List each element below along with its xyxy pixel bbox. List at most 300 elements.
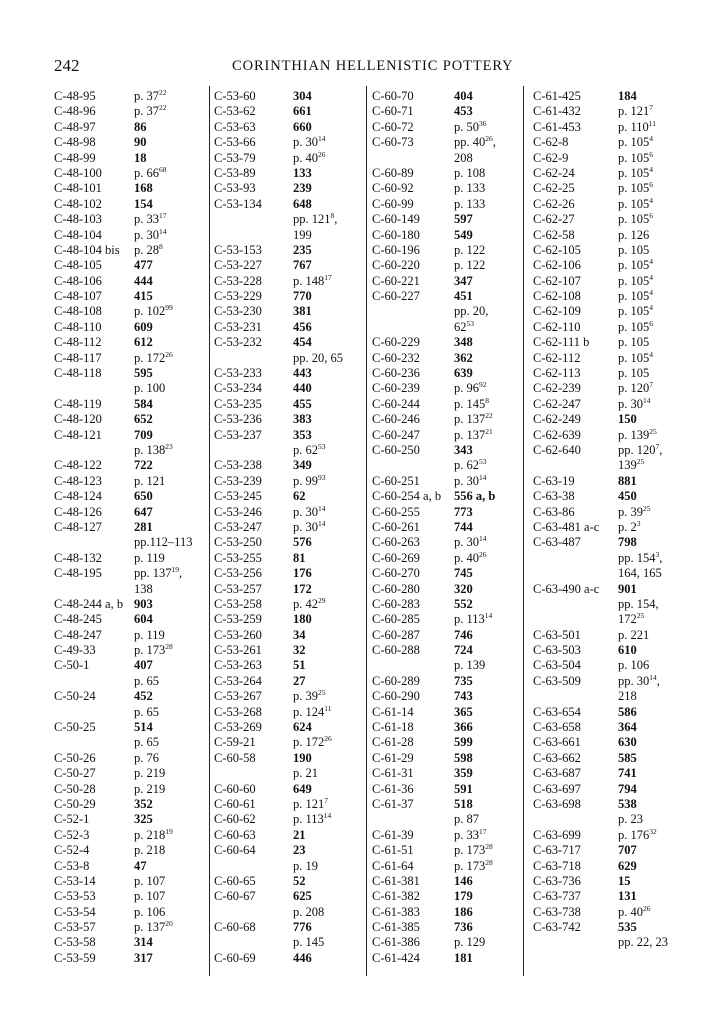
catalog-number: C-50-25 — [54, 720, 96, 735]
index-entry — [372, 628, 528, 643]
catalog-entry-reference: 47 — [134, 858, 147, 873]
catalog-number: C-53-269 — [214, 720, 262, 735]
index-entry — [54, 474, 210, 489]
catalog-number: C-48-100 — [54, 165, 102, 180]
page-reference: p. 65 — [134, 735, 159, 750]
catalog-number: C-53-57 — [54, 920, 96, 935]
index-entry — [533, 135, 689, 150]
catalog-number: C-60-180 — [372, 227, 420, 242]
index-entry — [54, 320, 210, 335]
catalog-number: C-50-1 — [54, 658, 90, 673]
index-entry — [54, 582, 210, 597]
page-reference: p. $105^4$ — [618, 272, 653, 288]
index-entry — [214, 628, 370, 643]
page-reference: p. 133 — [454, 181, 486, 196]
catalog-entry-reference: 518 — [454, 796, 473, 811]
index-entry — [214, 874, 370, 889]
catalog-number: C-61-14 — [372, 704, 414, 719]
page-reference: p. 133 — [454, 196, 486, 211]
page-reference: p. $102^{99}$ — [134, 303, 173, 319]
index-entry — [533, 766, 689, 781]
index-entry — [214, 520, 370, 535]
catalog-number: C-62-9 — [533, 150, 569, 165]
catalog-entry-reference: 90 — [134, 135, 147, 150]
index-entry — [54, 197, 210, 212]
footnote-number: 23 — [165, 441, 173, 451]
catalog-number: C-60-280 — [372, 581, 420, 596]
catalog-number: C-50-27 — [54, 766, 96, 781]
index-entry — [372, 535, 528, 550]
footnote-number: 4 — [649, 164, 653, 174]
index-entry — [54, 274, 210, 289]
catalog-entry-reference: 349 — [293, 458, 312, 473]
index-entry — [54, 735, 210, 750]
catalog-number: C-50-28 — [54, 781, 96, 796]
index-entry — [533, 566, 689, 581]
catalog-number: C-63-503 — [533, 643, 581, 658]
catalog-entry-reference: 366 — [454, 720, 473, 735]
catalog-number: C-53-54 — [54, 904, 96, 919]
page-reference: 164, 165 — [618, 566, 662, 581]
catalog-entry-reference: 450 — [618, 489, 637, 504]
footnote-number: 14 — [318, 134, 326, 144]
index-entry — [54, 366, 210, 381]
catalog-entry-reference: 181 — [454, 950, 473, 965]
footnote-number: 26 — [165, 349, 173, 359]
catalog-number: C-60-251 — [372, 473, 420, 488]
index-entry — [533, 859, 689, 874]
catalog-number: C-48-244 a, b — [54, 596, 124, 611]
catalog-number: C-52-1 — [54, 812, 90, 827]
page-reference: p. 105 — [618, 366, 650, 381]
index-entry — [214, 920, 370, 935]
catalog-number: C-62-106 — [533, 258, 581, 273]
footnote-number: 20 — [165, 919, 173, 929]
catalog-number: C-63-490 a-c — [533, 581, 600, 596]
catalog-number: C-53-245 — [214, 489, 262, 504]
page-reference: pp. $121^8$, — [293, 211, 338, 227]
footnote-number: 8 — [330, 211, 335, 221]
index-entry — [533, 120, 689, 135]
index-entry — [54, 428, 210, 443]
page-reference: p. $139^{25}$ — [618, 426, 657, 442]
page-reference: p. 119 — [134, 550, 165, 565]
catalog-entry-reference: 585 — [618, 750, 637, 765]
index-entry — [372, 135, 528, 150]
index-entry — [214, 243, 370, 258]
index-entry — [54, 243, 210, 258]
catalog-number: C-61-381 — [372, 873, 420, 888]
catalog-entry-reference: 314 — [134, 935, 153, 950]
catalog-number: C-53-264 — [214, 673, 262, 688]
catalog-number: C-48-110 — [54, 319, 102, 334]
index-entry — [54, 812, 210, 827]
catalog-number: C-53-14 — [54, 873, 96, 888]
catalog-entry-reference: 741 — [618, 766, 637, 781]
catalog-number: C-61-383 — [372, 904, 420, 919]
index-entry — [214, 612, 370, 627]
footnote-number: 53 — [466, 318, 474, 328]
index-entry — [214, 951, 370, 966]
catalog-entry-reference: 154 — [134, 196, 153, 211]
page-reference: p. 87 — [454, 812, 479, 827]
catalog-number: C-48-102 — [54, 196, 102, 211]
catalog-number: C-61-425 — [533, 89, 581, 103]
footnote-number: 99 — [165, 303, 173, 313]
index-entry — [372, 720, 528, 735]
footnote-number: 28 — [165, 642, 173, 652]
page-reference: p. 139 — [454, 658, 486, 673]
catalog-number: C-60-250 — [372, 442, 420, 457]
index-entry — [214, 443, 370, 458]
catalog-number: C-53-62 — [214, 104, 256, 119]
catalog-entry-reference: 348 — [454, 335, 473, 350]
page-reference: p. $105^6$ — [618, 149, 653, 165]
footnote-number: 26 — [643, 903, 651, 913]
page-reference: 138 — [134, 581, 153, 596]
footnote-number: 17 — [324, 272, 332, 282]
index-entry — [214, 428, 370, 443]
catalog-number: C-62-107 — [533, 273, 581, 288]
catalog-number: C-48-103 — [54, 212, 102, 227]
catalog-entry-reference: 27 — [293, 673, 306, 688]
catalog-number: C-61-382 — [372, 889, 420, 904]
index-entry — [214, 905, 370, 920]
catalog-number: C-63-662 — [533, 750, 581, 765]
catalog-entry-reference: 172 — [293, 581, 312, 596]
footnote-number: 6 — [649, 180, 653, 190]
page-number: 242 — [54, 56, 80, 75]
page-reference: p. $30^{14}$ — [293, 503, 326, 519]
index-entry — [372, 274, 528, 289]
index-entry — [214, 735, 370, 750]
catalog-number: C-60-73 — [372, 135, 414, 150]
index-entry — [533, 320, 689, 335]
page-reference: p. 219 — [134, 766, 166, 781]
catalog-number: C-53-79 — [214, 150, 256, 165]
catalog-number: C-63-661 — [533, 735, 581, 750]
index-entry — [54, 505, 210, 520]
index-entry — [54, 289, 210, 304]
catalog-number: C-61-424 — [372, 950, 420, 965]
index-entry — [54, 951, 210, 966]
footnote-number: 17 — [479, 826, 487, 836]
catalog-entry-reference: 239 — [293, 181, 312, 196]
footnote-number: 25 — [643, 503, 651, 513]
index-entry — [214, 859, 370, 874]
page-reference: p. $30^{14}$ — [134, 226, 167, 242]
catalog-number: C-49-33 — [54, 643, 96, 658]
index-entry — [214, 151, 370, 166]
catalog-entry-reference: 707 — [618, 843, 637, 858]
catalog-entry-reference: 660 — [293, 119, 312, 134]
catalog-number: C-53-53 — [54, 889, 96, 904]
page-reference: p. 119 — [134, 627, 165, 642]
catalog-number: C-63-697 — [533, 781, 581, 796]
catalog-number: C-60-289 — [372, 673, 420, 688]
catalog-number: C-61-51 — [372, 843, 414, 858]
catalog-number: C-63-19 — [533, 473, 575, 488]
catalog-entry-reference: 62 — [293, 489, 306, 504]
catalog-entry-reference: 538 — [618, 796, 637, 811]
page-reference: p. $30^{14}$ — [618, 395, 651, 411]
catalog-number: C-60-288 — [372, 643, 420, 658]
catalog-number: C-62-27 — [533, 212, 575, 227]
catalog-number: C-52-3 — [54, 827, 90, 842]
page-reference: p. $30^{14}$ — [454, 534, 487, 550]
catalog-number: C-61-432 — [533, 104, 581, 119]
index-entry — [214, 289, 370, 304]
index-entry — [54, 412, 210, 427]
catalog-number: C-53-239 — [214, 473, 262, 488]
catalog-number: C-62-239 — [533, 381, 581, 396]
catalog-entry-reference: 514 — [134, 720, 153, 735]
index-entry — [533, 351, 689, 366]
index-entry — [54, 151, 210, 166]
index-entry — [54, 674, 210, 689]
catalog-number: C-48-123 — [54, 473, 102, 488]
catalog-number: C-48-104 — [54, 227, 102, 242]
catalog-entry-reference: 133 — [293, 165, 312, 180]
index-entry — [214, 274, 370, 289]
catalog-number: C-53-66 — [214, 135, 256, 150]
catalog-number: C-48-127 — [54, 519, 102, 534]
catalog-entry-reference: 352 — [134, 796, 153, 811]
footnote-number: 25 — [649, 426, 657, 436]
footnote-number: 11 — [324, 703, 332, 713]
page-reference: p. $173^{28}$ — [134, 642, 173, 658]
page-reference: pp. 22, 23 — [618, 935, 668, 950]
index-entry — [372, 689, 528, 704]
footnote-number: 7 — [324, 795, 328, 805]
footnote-number: 4 — [649, 349, 653, 359]
catalog-entry-reference: 32 — [293, 643, 306, 658]
page-reference: p. $137^{20}$ — [134, 919, 173, 935]
catalog-number: C-53-246 — [214, 504, 262, 519]
catalog-entry-reference: 362 — [454, 350, 473, 365]
catalog-number: C-60-63 — [214, 827, 256, 842]
catalog-number: C-48-124 — [54, 489, 102, 504]
footnote-number: 29 — [318, 595, 326, 605]
catalog-number: C-61-28 — [372, 735, 414, 750]
page-reference: p. 19 — [293, 858, 318, 873]
page-reference: 218 — [618, 689, 637, 704]
page-reference: p. $30^{14}$ — [293, 134, 326, 150]
index-entry — [54, 551, 210, 566]
footnote-number: 14 — [649, 672, 657, 682]
page-reference: p. $172^{26}$ — [134, 349, 173, 365]
index-entry — [372, 812, 528, 827]
page-reference: p. 219 — [134, 781, 166, 796]
footnote-number: 68 — [159, 164, 167, 174]
catalog-number: C-53-231 — [214, 319, 262, 334]
catalog-entry-reference: 15 — [618, 873, 631, 888]
index-entry — [533, 920, 689, 935]
index-entry — [54, 935, 210, 950]
catalog-number: C-48-118 — [54, 366, 102, 381]
page-reference: p. $113^{14}$ — [293, 811, 332, 827]
index-entry — [214, 351, 370, 366]
page-reference: p. 76 — [134, 750, 159, 765]
index-entry — [533, 597, 689, 612]
catalog-entry-reference: 52 — [293, 873, 306, 888]
page-reference: p. 105 — [618, 242, 650, 257]
catalog-entry-reference: 591 — [454, 781, 473, 796]
catalog-number: C-60-99 — [372, 196, 414, 211]
index-entry — [214, 397, 370, 412]
index-entry — [54, 212, 210, 227]
index-entry — [372, 505, 528, 520]
catalog-number: C-48-132 — [54, 550, 102, 565]
index-entry — [214, 643, 370, 658]
index-entry — [54, 705, 210, 720]
catalog-entry-reference: 610 — [618, 643, 637, 658]
page-reference: p. $145^8$ — [454, 395, 489, 411]
catalog-number: C-53-256 — [214, 566, 262, 581]
catalog-entry-reference: 146 — [454, 873, 473, 888]
catalog-entry-reference: 446 — [293, 950, 312, 965]
page-reference: p. $148^{17}$ — [293, 272, 332, 288]
catalog-entry-reference: 901 — [618, 581, 637, 596]
footnote-number: 22 — [159, 103, 167, 113]
catalog-number: C-53-261 — [214, 643, 262, 658]
index-entry — [214, 812, 370, 827]
footnote-number: 7 — [649, 380, 653, 390]
index-entry — [214, 782, 370, 797]
catalog-entry-reference: 746 — [454, 627, 473, 642]
page-reference: p. $62^{53}$ — [454, 457, 487, 473]
index-entry — [54, 658, 210, 673]
catalog-number: C-60-227 — [372, 289, 420, 304]
index-entry — [54, 751, 210, 766]
index-entry — [533, 812, 689, 827]
page-reference: p. $173^{28}$ — [454, 842, 493, 858]
index-entry — [54, 720, 210, 735]
page-reference: p. 100 — [134, 381, 166, 396]
catalog-entry-reference: 743 — [454, 689, 473, 704]
page-reference: p. $28^8$ — [134, 241, 163, 257]
page-reference: p. 218 — [134, 843, 166, 858]
catalog-number: C-48-99 — [54, 150, 96, 165]
page-reference: pp. $30^{14}$, — [618, 672, 660, 688]
index-entry — [533, 520, 689, 535]
footnote-number: 14 — [479, 472, 487, 482]
footnote-number: 36 — [479, 118, 487, 128]
page-reference: pp. $40^{26}$, — [454, 134, 496, 150]
index-entry — [214, 212, 370, 227]
index-entry — [54, 566, 210, 581]
page-reference: p. $66^{68}$ — [134, 164, 167, 180]
page-reference: p. $120^7$ — [618, 380, 653, 396]
index-entry — [54, 828, 210, 843]
index-entry — [533, 751, 689, 766]
catalog-entry-reference: 365 — [454, 704, 473, 719]
catalog-number: C-60-89 — [372, 165, 414, 180]
index-entry — [214, 489, 370, 504]
footnote-number: 19 — [171, 565, 179, 575]
page-reference: p. $99^{93}$ — [293, 472, 326, 488]
catalog-number: C-62-105 — [533, 242, 581, 257]
catalog-entry-reference: 353 — [293, 427, 312, 442]
index-entry — [372, 597, 528, 612]
footnote-number: 19 — [165, 826, 173, 836]
index-entry — [533, 166, 689, 181]
page-reference: p. $110^{11}$ — [618, 118, 657, 134]
index-entry — [533, 304, 689, 319]
index-entry — [372, 859, 528, 874]
page-reference: p. $105^4$ — [618, 303, 653, 319]
catalog-number: C-61-64 — [372, 858, 414, 873]
catalog-number: C-60-283 — [372, 596, 420, 611]
footnote-number: 8 — [159, 241, 163, 251]
page-reference: p. $121^7$ — [618, 103, 653, 119]
catalog-number: C-60-72 — [372, 119, 414, 134]
page-reference: p. $105^4$ — [618, 195, 653, 211]
catalog-number: C-53-247 — [214, 519, 262, 534]
catalog-entry-reference: 180 — [293, 612, 312, 627]
index-entry — [214, 935, 370, 950]
index-entry — [54, 443, 210, 458]
index-entry — [54, 643, 210, 658]
index-entry — [54, 843, 210, 858]
catalog-number: C-53-227 — [214, 258, 262, 273]
footnote-number: 26 — [485, 134, 493, 144]
catalog-entry-reference: 639 — [454, 366, 473, 381]
footnote-number: 14 — [323, 811, 332, 821]
catalog-number: C-62-113 — [533, 366, 581, 381]
catalog-number: C-53-268 — [214, 704, 262, 719]
index-entry — [54, 335, 210, 350]
catalog-number: C-63-699 — [533, 827, 581, 842]
index-entry — [54, 381, 210, 396]
catalog-number: C-60-68 — [214, 920, 256, 935]
catalog-entry-reference: 304 — [293, 89, 312, 103]
catalog-number: C-62-640 — [533, 442, 581, 457]
catalog-number: C-60-269 — [372, 550, 420, 565]
catalog-number: C-53-134 — [214, 196, 262, 211]
index-entry — [372, 658, 528, 673]
index-entry — [533, 782, 689, 797]
footnote-number: 92 — [479, 380, 487, 390]
catalog-number: C-60-58 — [214, 750, 256, 765]
index-entry — [214, 458, 370, 473]
catalog-number: C-60-254 a, b — [372, 489, 442, 504]
catalog-entry-reference: 598 — [454, 750, 473, 765]
index-entry — [372, 428, 528, 443]
index-entry — [54, 782, 210, 797]
index-entry — [372, 674, 528, 689]
catalog-entry-reference: 444 — [134, 273, 153, 288]
catalog-entry-reference: 604 — [134, 612, 153, 627]
index-entry — [54, 228, 210, 243]
catalog-number: C-48-104 bis — [54, 242, 120, 257]
catalog-number: C-63-38 — [533, 489, 575, 504]
page-reference: p. $137^{21}$ — [454, 426, 493, 442]
index-entry — [533, 628, 689, 643]
catalog-number: C-60-247 — [372, 427, 420, 442]
page-reference: p. 208 — [293, 904, 325, 919]
index-entry — [54, 520, 210, 535]
catalog-number: C-62-8 — [533, 135, 569, 150]
index-entry — [533, 658, 689, 673]
page-reference: p. 122 — [454, 258, 486, 273]
catalog-entry-reference: 477 — [134, 258, 153, 273]
index-entry — [372, 935, 528, 950]
footnote-number: 14 — [318, 503, 326, 513]
catalog-entry-reference: 455 — [293, 396, 312, 411]
catalog-entry-reference: 722 — [134, 458, 153, 473]
page-reference: p. 106 — [134, 904, 166, 919]
